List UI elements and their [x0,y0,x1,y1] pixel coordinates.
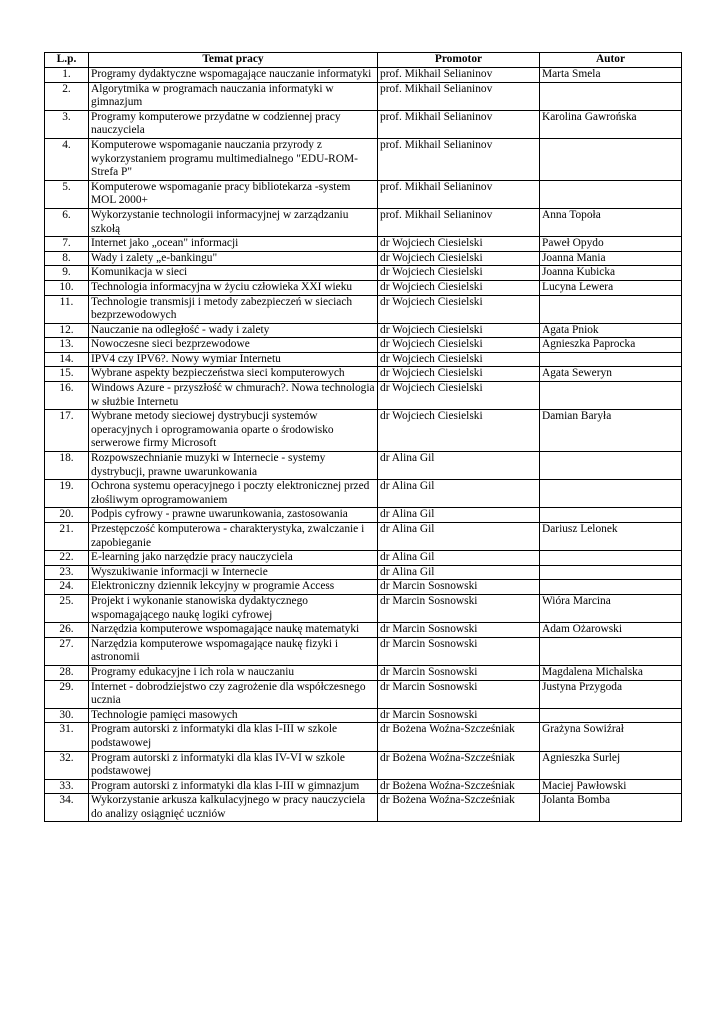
cell-promotor: dr Alina Gil [378,551,540,566]
cell-author [540,352,682,367]
cell-author: Agnieszka Surlej [540,751,682,779]
cell-author: Joanna Mania [540,251,682,266]
cell-promotor: dr Wojciech Ciesielski [378,382,540,410]
cell-title: Algorytmika w programach nauczania informatyki w gimnazjum [89,82,378,110]
cell-promotor: dr Marcin Sosnowski [378,665,540,680]
table-row [45,410,682,452]
cell-title: Internet - dobrodziejstwo czy zagrożenie dla współczesnego ucznia [89,680,378,708]
cell-author: Joanna Kubicka [540,266,682,281]
table-row [45,280,682,295]
cell-title: IPV4 czy IPV6?. Nowy wymiar Internetu [89,352,378,367]
header-row [45,53,682,68]
header-author: Autor [540,53,682,68]
cell-author: Damian Baryła [540,410,682,452]
table-row [45,580,682,595]
table-row [45,352,682,367]
cell-title: Komunikacja w sieci [89,266,378,281]
cell-promotor: dr Alina Gil [378,480,540,508]
cell-promotor: dr Bożena Woźna-Szcześniak [378,794,540,822]
table-row [45,779,682,794]
cell-title: Ochrona systemu operacyjnego i poczty elektronicznej przed złośliwym oprogramowaniem [89,480,378,508]
cell-author [540,295,682,323]
header-promotor: Promotor [378,53,540,68]
cell-lp: 32. [45,751,89,779]
cell-title: Technologie transmisji i metody zabezpieczeń w sieciach bezprzewodowych [89,295,378,323]
cell-author: Anna Topoła [540,208,682,236]
cell-promotor: dr Wojciech Ciesielski [378,410,540,452]
cell-promotor: dr Wojciech Ciesielski [378,367,540,382]
table-row [45,452,682,480]
cell-title: Komputerowe wspomaganie nauczania przyrody z wykorzystaniem programu multimedialnego "EDU-ROM-Strefa P" [89,138,378,180]
table-row [45,382,682,410]
table-row [45,480,682,508]
cell-promotor: dr Marcin Sosnowski [378,580,540,595]
cell-promotor: dr Bożena Woźna-Szcześniak [378,723,540,751]
cell-author: Wióra Marcina [540,594,682,622]
cell-author: Maciej Pawłowski [540,779,682,794]
cell-lp: 17. [45,410,89,452]
cell-promotor: dr Alina Gil [378,508,540,523]
table-row [45,338,682,353]
cell-promotor: dr Marcin Sosnowski [378,594,540,622]
thesis-topics-table [44,52,682,822]
table-row [45,180,682,208]
cell-lp: 4. [45,138,89,180]
cell-promotor: dr Bożena Woźna-Szcześniak [378,751,540,779]
cell-title: Narzędzia komputerowe wspomagające naukę matematyki [89,623,378,638]
cell-author [540,138,682,180]
table-row [45,251,682,266]
cell-promotor: dr Wojciech Ciesielski [378,323,540,338]
cell-title: Nowoczesne sieci bezprzewodowe [89,338,378,353]
cell-lp: 20. [45,508,89,523]
cell-promotor: dr Alina Gil [378,565,540,580]
cell-author [540,551,682,566]
cell-author [540,708,682,723]
cell-author: Lucyna Lewera [540,280,682,295]
cell-lp: 19. [45,480,89,508]
table-row [45,551,682,566]
cell-lp: 27. [45,637,89,665]
cell-title: Wybrane metody sieciowej dystrybucji systemów operacyjnych i oprogramowania oparte o środowisko serwerowe firmy Microsoft [89,410,378,452]
cell-lp: 1. [45,68,89,83]
cell-lp: 29. [45,680,89,708]
cell-lp: 14. [45,352,89,367]
cell-lp: 7. [45,237,89,252]
cell-lp: 13. [45,338,89,353]
cell-author: Magdalena Michalska [540,665,682,680]
cell-title: E-learning jako narzędzie pracy nauczyciela [89,551,378,566]
cell-title: Wybrane aspekty bezpieczeństwa sieci komputerowych [89,367,378,382]
table-row [45,110,682,138]
cell-title: Programy komputerowe przydatne w codziennej pracy nauczyciela [89,110,378,138]
cell-promotor: dr Wojciech Ciesielski [378,266,540,281]
cell-promotor: dr Alina Gil [378,523,540,551]
cell-author: Jolanta Bomba [540,794,682,822]
cell-author [540,508,682,523]
cell-lp: 21. [45,523,89,551]
cell-author: Marta Smela [540,68,682,83]
cell-title: Nauczanie na odległość - wady i zalety [89,323,378,338]
cell-author: Justyna Przygoda [540,680,682,708]
cell-promotor: dr Wojciech Ciesielski [378,280,540,295]
table-row [45,138,682,180]
table-row [45,680,682,708]
cell-title: Przestępczość komputerowa - charakterystyka, zwalczanie i zapobieganie [89,523,378,551]
cell-lp: 23. [45,565,89,580]
cell-promotor: dr Marcin Sosnowski [378,623,540,638]
cell-title: Internet jako „ocean" informacji [89,237,378,252]
cell-author [540,180,682,208]
table-row [45,295,682,323]
cell-lp: 8. [45,251,89,266]
table-row [45,637,682,665]
table-row [45,208,682,236]
cell-author [540,637,682,665]
table-row [45,723,682,751]
table-row [45,623,682,638]
cell-promotor: dr Marcin Sosnowski [378,708,540,723]
cell-lp: 28. [45,665,89,680]
header-lp: L.p. [45,53,89,68]
table-body [45,68,682,822]
cell-title: Komputerowe wspomaganie pracy bibliotekarza -system MOL 2000+ [89,180,378,208]
cell-promotor: prof. Mikhail Selianinov [378,68,540,83]
cell-title: Technologia informacyjna w życiu człowieka XXI wieku [89,280,378,295]
cell-lp: 2. [45,82,89,110]
cell-promotor: dr Wojciech Ciesielski [378,295,540,323]
cell-lp: 31. [45,723,89,751]
cell-lp: 5. [45,180,89,208]
cell-promotor: dr Marcin Sosnowski [378,637,540,665]
cell-promotor: dr Wojciech Ciesielski [378,237,540,252]
cell-author [540,382,682,410]
cell-promotor: prof. Mikhail Selianinov [378,180,540,208]
cell-title: Podpis cyfrowy - prawne uwarunkowania, zastosowania [89,508,378,523]
cell-lp: 12. [45,323,89,338]
cell-author: Agnieszka Paprocka [540,338,682,353]
cell-author: Karolina Gawrońska [540,110,682,138]
cell-promotor: dr Marcin Sosnowski [378,680,540,708]
cell-title: Elektroniczny dziennik lekcyjny w programie Access [89,580,378,595]
table-row [45,68,682,83]
cell-title: Wyszukiwanie informacji w Internecie [89,565,378,580]
cell-lp: 9. [45,266,89,281]
cell-title: Programy dydaktyczne wspomagające nauczanie informatyki [89,68,378,83]
cell-title: Wady i zalety „e-bankingu" [89,251,378,266]
cell-promotor: prof. Mikhail Selianinov [378,82,540,110]
cell-title: Rozpowszechnianie muzyki w Internecie - systemy dystrybucji, prawne uwarunkowania [89,452,378,480]
cell-promotor: dr Wojciech Ciesielski [378,338,540,353]
cell-lp: 30. [45,708,89,723]
cell-lp: 16. [45,382,89,410]
cell-author: Agata Pniok [540,323,682,338]
cell-lp: 6. [45,208,89,236]
table-row [45,323,682,338]
cell-title: Program autorski z informatyki dla klas I-III w gimnazjum [89,779,378,794]
cell-promotor: prof. Mikhail Selianinov [378,110,540,138]
cell-title: Programy edukacyjne i ich rola w nauczaniu [89,665,378,680]
table-row [45,794,682,822]
cell-title: Technologie pamięci masowych [89,708,378,723]
cell-promotor: dr Wojciech Ciesielski [378,251,540,266]
cell-author [540,580,682,595]
cell-author [540,565,682,580]
table-row [45,594,682,622]
cell-author: Adam Ożarowski [540,623,682,638]
cell-lp: 33. [45,779,89,794]
cell-title: Wykorzystanie technologii informacyjnej w zarządzaniu szkołą [89,208,378,236]
cell-promotor: prof. Mikhail Selianinov [378,208,540,236]
cell-author: Agata Seweryn [540,367,682,382]
cell-promotor: dr Bożena Woźna-Szcześniak [378,779,540,794]
table-row [45,266,682,281]
cell-lp: 15. [45,367,89,382]
cell-promotor: prof. Mikhail Selianinov [378,138,540,180]
cell-author [540,480,682,508]
cell-title: Windows Azure - przyszłość w chmurach?. Nowa technologia w służbie Internetu [89,382,378,410]
cell-author: Dariusz Lelonek [540,523,682,551]
table-row [45,82,682,110]
cell-author: Paweł Opydo [540,237,682,252]
cell-lp: 11. [45,295,89,323]
cell-title: Narzędzia komputerowe wspomagające naukę fizyki i astronomii [89,637,378,665]
cell-title: Projekt i wykonanie stanowiska dydaktycznego wspomagającego naukę logiki cyfrowej [89,594,378,622]
cell-promotor: dr Wojciech Ciesielski [378,352,540,367]
table-header [45,53,682,68]
cell-lp: 34. [45,794,89,822]
cell-lp: 3. [45,110,89,138]
cell-title: Program autorski z informatyki dla klas IV-VI w szkole podstawowej [89,751,378,779]
header-title: Temat pracy [89,53,378,68]
cell-promotor: dr Alina Gil [378,452,540,480]
cell-author [540,82,682,110]
table-row [45,665,682,680]
table-row [45,508,682,523]
cell-author [540,452,682,480]
table-row [45,565,682,580]
cell-author: Grażyna Sowiźrał [540,723,682,751]
cell-lp: 24. [45,580,89,595]
table-row [45,367,682,382]
cell-title: Program autorski z informatyki dla klas I-III w szkole podstawowej [89,723,378,751]
cell-lp: 26. [45,623,89,638]
table-row [45,708,682,723]
cell-lp: 25. [45,594,89,622]
cell-lp: 22. [45,551,89,566]
cell-lp: 18. [45,452,89,480]
table-row [45,751,682,779]
cell-title: Wykorzystanie arkusza kalkulacyjnego w pracy nauczyciela do analizy osiągnięć uczniów [89,794,378,822]
table-row [45,523,682,551]
cell-lp: 10. [45,280,89,295]
table-row [45,237,682,252]
